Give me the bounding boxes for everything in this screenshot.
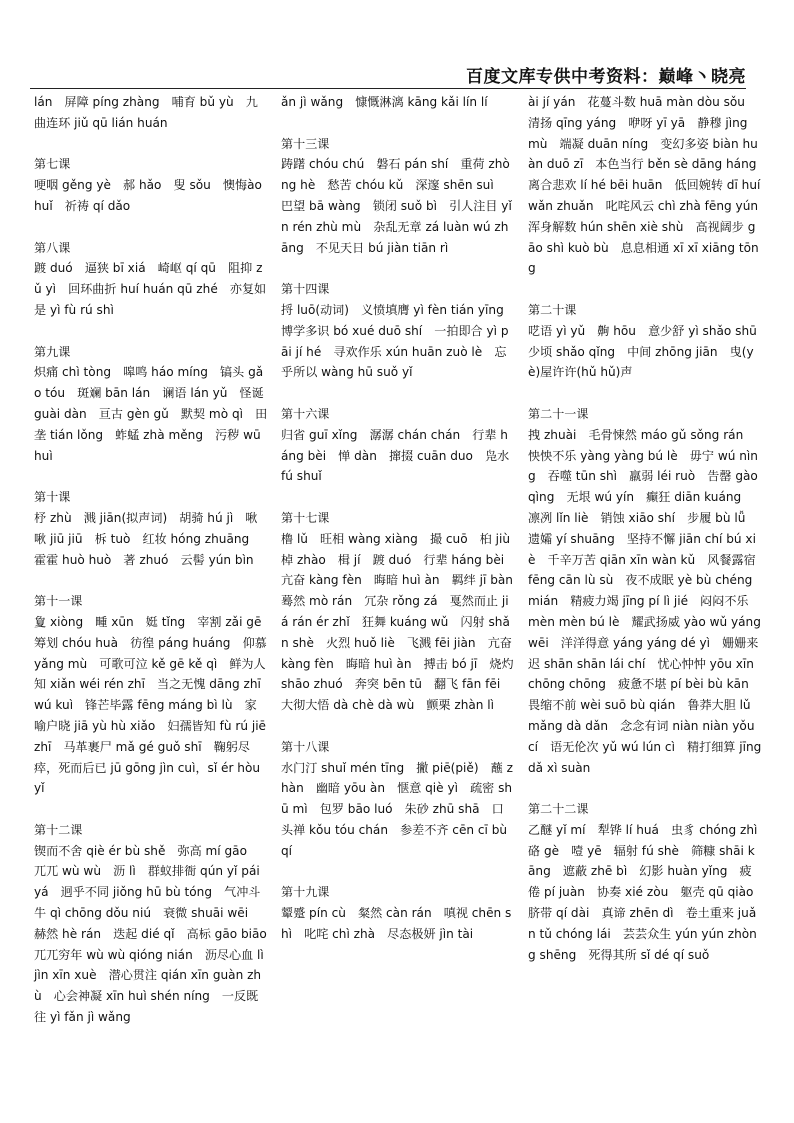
vocab-entry: 橹 lǔ 旺相 wàng xiàng 撮 cuō 桕 jiù 棹 zhào 楫 jí 踱 duó 行辈 háng bèi 亢奋 kàng fèn 晦暗 huì àn 羁绊 jī bàn 蓦然 mò rán 冗杂 rǒng zá 戛然而止 jiá rán ér zhǐ 狂舞 kuáng wǔ 闪射 shǎn shè 火烈 huǒ liè 飞溅 fēi jiàn 亢奋 kàng fèn 晦暗 huì àn 搏击 bó jī 烧灼 shāo zhuó 奔突 bēn tū 翻飞 fān fēi 大彻大悟 dà chè dà wù 颤栗 zhàn lì <box>281 531 526 713</box>
column-1 <box>34 92 279 1028</box>
lesson-heading: 第十三课 <box>281 136 330 151</box>
lesson-heading: 第十课 <box>34 490 71 505</box>
vocab-entry: 踱 duó 逼狭 bī xiá 崎岖 qí qū 阻抑 zǔ yì 回环曲折 huí huán qū zhé 亦复如是 yì fù rú shì <box>34 261 267 317</box>
vocab-entry: 水门汀 shuǐ mén tīng 撇 piē(piě) 蘸 zhàn 幽暗 yōu àn 惬意 qiè yì 疏密 shū mì 包罗 bāo luó 朱砂 zhū shā 口头禅 kǒu tóu chán 参差不齐 cēn cī bù qí <box>281 760 513 858</box>
vocab-entry: lán 屏障 píng zhàng 哺育 bǔ yù 九曲连环 jiǔ qū lián huán <box>34 95 258 130</box>
vocab-entry: 乙醚 yǐ mí 犁铧 lí huá 虫豸 chóng zhì 硌 gè 噎 yē 辐射 fú shè 筛糠 shāi kāng 遮蔽 zhē bì 幻影 huàn yǐng 疲倦 pí juàn 协奏 xié zòu 躯壳 qū qiào 脐带 qí dài 真谛 zhēn dì 卷土重来 juǎn tǔ chóng lái 芸芸众生 yún yún zhòng shēng 死得其所 sǐ dé qí suǒ <box>528 822 770 962</box>
lesson-heading: 第八课 <box>34 240 71 255</box>
lesson-heading: 第十六课 <box>281 406 330 421</box>
vocab-entry: 颦蹙 pín cù 粲然 càn rán 嗔视 chēn shì 叱咤 chì zhà 尽态极妍 jìn tài <box>281 906 512 941</box>
vocab-entry: 捋 luō(动词) 义愤填膺 yì fèn tián yīng 博学多识 bó xué duō shí 一拍即合 yì pāi jí hé 寻欢作乐 xún huān zuò lè 忘乎所以 wàng hū suǒ yǐ <box>281 302 516 380</box>
lesson-heading: 第二十课 <box>528 302 577 317</box>
lesson-heading: 第九课 <box>34 344 71 359</box>
lesson-heading: 第十九课 <box>281 885 330 900</box>
vocab-entry: 炽痛 chì tòng 嗥鸣 háo míng 镐头 gǎo tóu 斑斓 bān lán 谰语 lán yǔ 怪诞 guài dàn 亘古 gèn gǔ 默契 mò qì 田垄 tián lǒng 蚱蜢 zhà měng 污秽 wū huì <box>34 365 268 463</box>
lesson-heading: 第十七课 <box>281 510 330 525</box>
lesson-heading: 第七课 <box>34 157 71 172</box>
vocab-entry: 呓语 yì yǔ 齁 hōu 意少舒 yì shǎo shū 少顷 shǎo qǐng 中间 zhōng jiān 曳(yè)屋许许(hǔ hǔ)声 <box>528 323 769 380</box>
lesson-heading: 第十八课 <box>281 739 330 754</box>
vocab-entry: ǎn jì wǎng 慷慨淋漓 kāng kǎi lín lí <box>281 95 488 109</box>
vocab-entry: 归省 guī xǐng 潺潺 chán chán 行辈 háng bèi 惮 dàn 撺掇 cuān duo 凫水 fú shuǐ <box>281 427 510 484</box>
column-3 <box>528 92 771 965</box>
lesson-heading: 第二十二课 <box>528 802 589 817</box>
header-title: 百度文库专供中考资料：巅峰丶晓亮 <box>466 67 746 87</box>
vocab-entry: 哽咽 gěng yè 郝 hǎo 叟 sǒu 懊悔ào huǐ 祈祷 qí dǎo <box>34 178 262 213</box>
vocab-entry: 夐 xiòng 畽 xūn 娗 tǐng 宰割 zǎi gē 筹划 chóu huà 彷徨 páng huáng 仰慕 yǎng mù 可歌可泣 kě gē kě qì 鲜为人知 xiǎn wéi rén zhī 当之无愧 dāng zhī wú kuì 锋芒毕露 fēng máng bì lù 家喻户晓 jiā yù hù xiǎo 妇孺皆知 fù rú jiē zhī 马革裹尸 mǎ gé guǒ shī 鞠躬尽瘁，死而后已 jū gōng jìn cuì，sǐ ér hòu yǐ <box>34 614 274 796</box>
lesson-heading: 第十二课 <box>34 822 83 837</box>
vocab-entry: ài jí yán 花蔓斗数 huā màn dòu sǒu 清扬 qīng yáng 咿呀 yī yā 静穆 jìng mù 端凝 duān níng 变幻多姿 biàn huàn duō zī 本色当行 běn sè dāng háng 离合悲欢 lí hé bēi huān 低回婉转 dī huí wǎn zhuǎn 叱咤风云 chì zhà fēng yún 浑身解数 hún shēn xiè shù 高视阔步 gāo shì kuò bù 息息相通 xī xī xiāng tōng <box>528 95 771 276</box>
vocab-entry: 杼 zhù 溅 jiān(拟声词) 胡骑 hú jì 啾啾 jiū jiū 柝 tuò 红妆 hóng zhuāng 霍霍 huò huò 著 zhuó 云髻 yún bìn <box>34 510 262 567</box>
lesson-heading: 第十一课 <box>34 594 83 609</box>
page-header <box>30 58 746 89</box>
vocab-entry: 锲而不舍 qiè ér bù shě 弥高 mí gāo 兀兀 wù wù 沥 lì 群蚁排衙 qún yǐ pái yá 迥乎不同 jiǒng hū bù tóng 气冲斗牛 qì chōng dǒu niú 衰微 shuāi wēi 赫然 hè rán 迭起 dié qǐ 高标 gāo biāo 兀兀穷年 wù wù qióng nián 沥尽心血 lì jìn xīn xuè 潜心贯注 qián xīn guàn zhù 心会神凝 xīn huì shén níng 一反既往 yì fǎn jì wǎng <box>34 843 279 1025</box>
vocab-entry: 拽 zhuài 毛骨悚然 máo gǔ sǒng rán 怏怏不乐 yàng yàng bú lè 毋宁 wú nìng 吞噬 tūn shì 羸弱 léi ruò 告罄 gào qìng 无垠 wú yín 癫狂 diān kuáng 凛冽 lǐn liè 销蚀 xiāo shí 步履 bù lǚ 遗孀 yí shuāng 坚持不懈 jiān chí bú xiè 千辛万苦 qiān xīn wàn kǔ 风餐露宿 fēng cān lù sù 夜不成眠 yè bù chéng mián 精疲力竭 jīng pí lì jié 闷闷不乐 mèn mèn bú lè 耀武扬威 yào wǔ yáng wēi 洋洋得意 yáng yáng dé yì 姗姗来迟 shān shān lái chí 忧心忡忡 yōu xīn chōng chōng 疲惫不堪 pí bèi bù kān 畏缩不前 wèi suō bù qián 鲁莽大胆 lǔ mǎng dà dǎn 念念有词 niàn niàn yǒu cí 语无伦次 yǔ wú lún cì 精打细算 jīng dǎ xì suàn <box>528 427 762 775</box>
lesson-heading: 第十四课 <box>281 282 330 297</box>
vocab-entry: 踌躇 chóu chú 磐石 pán shí 重荷 zhòng hè 愁苦 chóu kǔ 深邃 shēn suì 巴望 bā wàng 锁闭 suǒ bì 引人注目 yǐn rén zhù mù 杂乱无章 zá luàn wú zhāng 不见天日 bú jiàn tiān rì <box>281 157 512 255</box>
column-2 <box>281 92 526 945</box>
lesson-heading: 第二十一课 <box>528 406 589 421</box>
